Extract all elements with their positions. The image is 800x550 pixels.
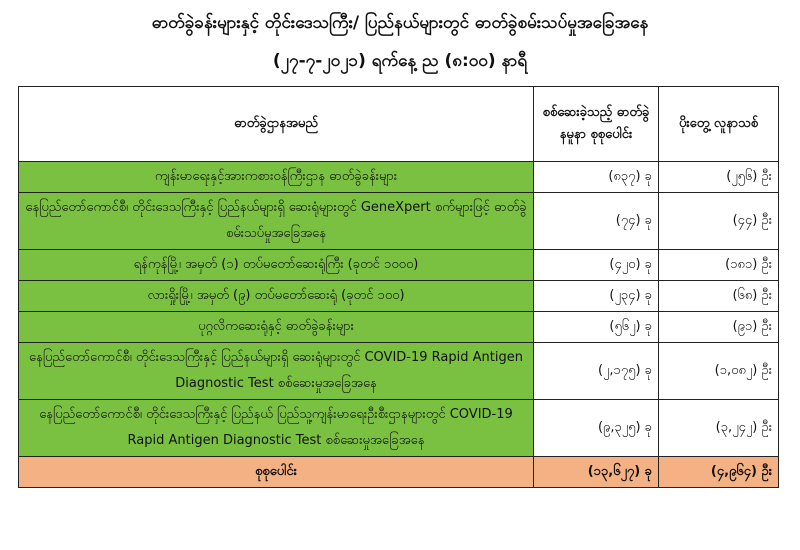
cases-count: (၃,၂၄၂) ဦး [659,400,779,457]
samples-count: (၂၃၄) ခု [534,281,659,312]
header-positive-cases: ပိုးတွေ့ လူနာသစ် [659,87,779,162]
total-samples: (၁၃,၆၂၇) ခု [534,457,659,488]
table-row [19,281,779,312]
report-title: ဓာတ်ခွဲခန်းများနှင့် တိုင်းဒေသကြီး/ ပြည်နယ်များတွင် ဓာတ်ခွဲစမ်းသပ်မှုအခြေအနေ [151,13,649,33]
total-label: စုစုပေါင်း [19,457,534,488]
samples-count: (၇၄) ခု [534,193,659,250]
header-samples-tested: စစ်ဆေးခဲ့သည့် ဓာတ်ခွဲနမူနာ စုစုပေါင်း [534,87,659,162]
samples-count: (၂,၁၇၅) ခု [534,343,659,400]
lab-name: နေပြည်တော်ကောင်စီ၊ တိုင်းဒေသကြီးနှင့် ပြည်နယ် ပြည်သူ့ကျန်းမာရေးဦးစီးဌာနများတွင် COVID-19 Rapid Antigen Diagnostic Test စစ်ဆေးမှုအခြေအနေ [19,400,534,457]
lab-name: ကျန်းမာရေးနှင့်အားကစားဝန်ကြီးဌာန ဓာတ်ခွဲခန်းများ [19,162,534,193]
testing-table [18,86,779,488]
total-row [19,457,779,488]
table-row [19,312,779,343]
lab-name: နေပြည်တော်ကောင်စီ၊ တိုင်းဒေသကြီးနှင့် ပြည်နယ်များရှိ ဆေးရုံများတွင် COVID-19 Rapid Antigen Diagnostic Test စစ်ဆေးမှုအခြေအနေ [19,343,534,400]
samples-count: (၉,၃၂၅) ခု [534,400,659,457]
cases-count: (၁၈၁) ဦး [659,250,779,281]
header-lab-name: ဓာတ်ခွဲဌာနအမည် [19,87,534,162]
lab-name: လားရှိုးမြို့၊ အမှတ် (၉) တပ်မတော်ဆေးရုံ (ခုတင် ၁၀၀) [19,281,534,312]
cases-count: (၂၅၆) ဦး [659,162,779,193]
cases-count: (၄၄) ဦး [659,193,779,250]
lab-name: နေပြည်တော်ကောင်စီ၊ တိုင်းဒေသကြီးနှင့် ပြည်နယ်များရှိ ဆေးရုံများတွင် GeneXpert စက်များဖြင့် ဓာတ်ခွဲစမ်းသပ်မှုအခြေအနေ [19,193,534,250]
table-row [19,400,779,457]
table-row [19,193,779,250]
table-row [19,343,779,400]
table-row [19,250,779,281]
report-date: (၂၇-၇-၂၀၂၁) ရက်နေ့ ည (၈:၀၀) နာရီ [272,51,528,71]
lab-name: ပုဂ္ဂလိကဆေးရုံနှင့် ဓာတ်ခွဲခန်းများ [19,312,534,343]
cases-count: (၁,၀၈၂) ဦး [659,343,779,400]
cases-count: (၆၈) ဦး [659,281,779,312]
samples-count: (၅၆၂) ခု [534,312,659,343]
header-row [19,87,779,162]
table-row [19,162,779,193]
lab-name: ရန်ကုန်မြို့၊ အမှတ် (၁) တပ်မတော်ဆေးရုံကြီး (ခုတင် ၁၀၀၀) [19,250,534,281]
total-cases: (၄,၉၆၄) ဦး [659,457,779,488]
samples-count: (၈၃၇) ခု [534,162,659,193]
samples-count: (၄၂၀) ခု [534,250,659,281]
cases-count: (၉၁) ဦး [659,312,779,343]
